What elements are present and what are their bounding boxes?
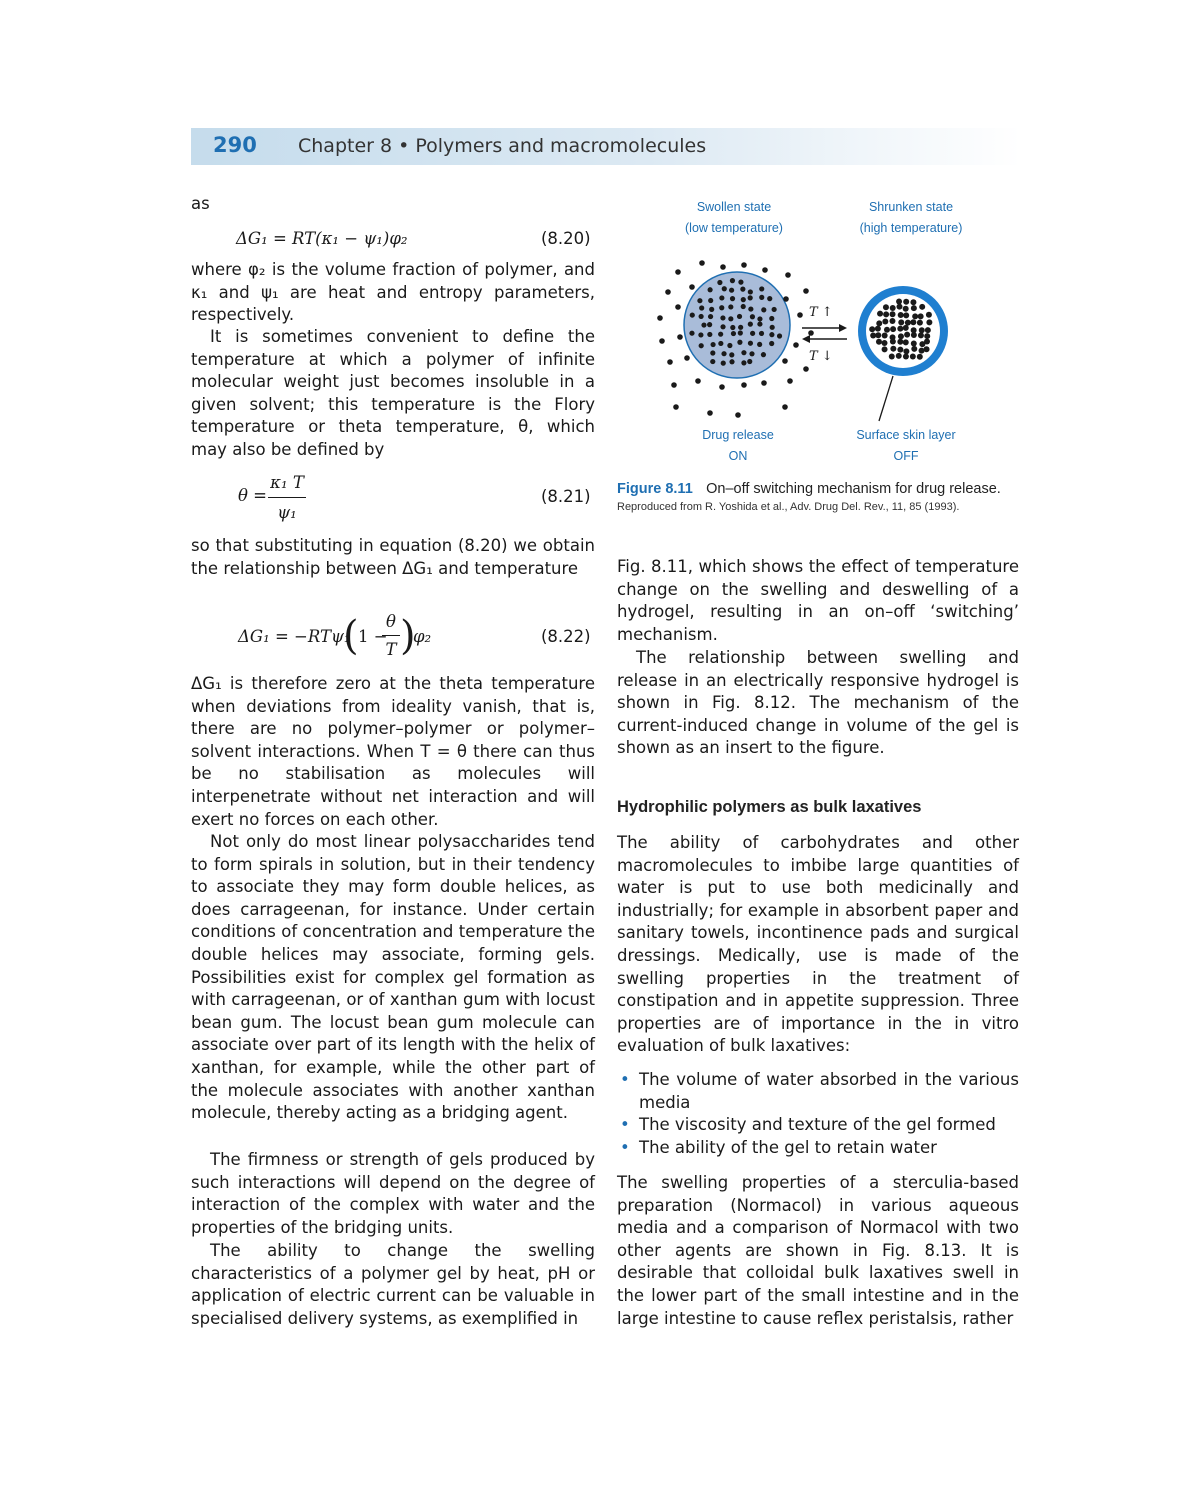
eq-8-21-denominator: ψ₁: [277, 503, 297, 522]
gel-particle: [710, 350, 715, 355]
gel-particle: [707, 322, 712, 327]
paragraph-fig-ref: Fig. 8.11, which shows the effect of temperature change on the swelling and deswelling of a hydrogel, resulting in an on–off ‘switching’ mechanism.: [617, 557, 1019, 644]
gel-particle: [741, 360, 746, 365]
gel-particle: [747, 359, 752, 364]
shrunken-particle: [890, 305, 896, 311]
paragraph-firmness: The firmness or strength of gels produced by such interactions will depend on the degree of interaction of the complex with water and the properties of the bridging units.: [191, 1150, 595, 1237]
gel-particle: [741, 350, 746, 355]
gel-particle: [748, 322, 753, 327]
eq-8-22-fraction-bar: [382, 635, 400, 636]
gel-particle: [741, 297, 746, 302]
shrunken-particle: [917, 320, 923, 326]
released-particle: [673, 404, 679, 410]
gel-particle: [731, 331, 736, 336]
gel-particle: [748, 306, 753, 311]
gel-particle: [708, 298, 713, 303]
eq-8-22-denominator: T: [385, 640, 397, 659]
gel-particle: [728, 316, 733, 321]
shrunken-particle: [882, 340, 888, 346]
paragraph-carbohydrates: The ability of carbohydrates and other macromolecules to imbibe large quantities of water is put to use both medicinally and industrially; for example in absorbent paper and sanitary towels, incontinence pads and surgical dressings. Medically, use is made of the swelling properties in the treatment of constipation and in appetite suppression. Three properties are of importance in the in vitro evaluation of bulk laxatives:: [617, 833, 1019, 1056]
gel-particle: [719, 305, 724, 310]
gel-particle: [707, 332, 712, 337]
shrunken-particle: [896, 298, 902, 304]
shrunken-particle: [889, 354, 895, 360]
released-particle: [787, 378, 793, 384]
gel-particle: [722, 286, 727, 291]
gel-particle: [708, 287, 713, 292]
shrunken-particle: [903, 353, 909, 359]
shrunken-particle: [924, 339, 930, 345]
shrunken-particle: [910, 299, 916, 305]
gel-particle: [701, 322, 706, 327]
list-item: • The viscosity and texture of the gel formed: [617, 1114, 1019, 1137]
shrunken-particle: [912, 313, 918, 319]
released-particle: [761, 380, 767, 386]
gel-particle: [737, 314, 742, 319]
figure-drug-release: Drug release: [702, 428, 774, 442]
paragraph-swelling: The swelling properties of a sterculia-based preparation (Normacol) in various aqueous media and a comparison of Normacol with two other agents are shown in Fig. 8.13. It is desirable that colloidal bulk laxatives swell in the lower part of the small intestine and in the large intestine to cause reflex peristalsis, rather: [617, 1173, 1019, 1328]
released-particle: [719, 384, 725, 390]
shrunken-particle: [869, 326, 875, 332]
released-particle: [665, 289, 671, 295]
shrunken-particle: [882, 319, 888, 325]
figure-shrunken-subtitle: (high temperature): [859, 221, 963, 235]
gel-particle: [721, 351, 726, 356]
figure-diagram: [640, 245, 1020, 430]
skin-layer-pointer: [879, 376, 893, 421]
chapter-title: Chapter 8 • Polymers and macromolecules: [298, 135, 707, 157]
gel-particle: [738, 280, 743, 285]
gel-particle: [750, 331, 755, 336]
as-word: as: [191, 194, 210, 213]
released-particle: [741, 382, 747, 388]
shrunken-particle: [911, 346, 917, 352]
shrunken-particle: [903, 299, 909, 305]
shrunken-particle: [919, 327, 925, 333]
shrunken-particle: [896, 304, 902, 310]
equation-8-20-number: (8.20): [541, 229, 591, 248]
gel-particle: [738, 330, 743, 335]
released-particle: [785, 272, 791, 278]
gel-particle: [730, 296, 735, 301]
shrunken-particle: [911, 305, 917, 311]
released-particle: [675, 269, 681, 275]
swollen-gel-circle: [684, 272, 790, 378]
gel-particle: [759, 286, 764, 291]
gel-particle: [690, 312, 695, 317]
gel-particle: [759, 295, 764, 300]
gel-particle: [729, 359, 734, 364]
equation-8-20: ΔG₁ = RT(κ₁ − ψ₁)φ₂: [236, 229, 408, 248]
gel-particle: [710, 342, 715, 347]
gel-particle: [699, 305, 704, 310]
gel-particle: [730, 278, 735, 283]
shrunken-particle: [918, 332, 924, 338]
figure-caption-credit: Reproduced from R. Yoshida et al., Adv. Drug Del. Rev., 11, 85 (1993).: [617, 501, 960, 513]
shrunken-particle: [884, 327, 890, 333]
shrunken-particle: [882, 333, 888, 339]
gel-particle: [717, 280, 722, 285]
shrunken-particle: [924, 333, 930, 339]
released-particle: [675, 304, 681, 310]
shrunken-particle: [924, 346, 930, 352]
shrunken-particle: [883, 311, 889, 317]
gel-particle: [708, 314, 713, 319]
figure-caption-text: On–off switching mechanism for drug release.: [706, 481, 1001, 497]
gel-particle: [748, 289, 753, 294]
arrow-to-swollen-head: [802, 335, 810, 343]
gel-particle: [728, 304, 733, 309]
shrunken-particle: [926, 312, 932, 318]
gel-particle: [718, 341, 723, 346]
released-particle: [695, 378, 701, 384]
gel-particle: [748, 341, 753, 346]
gel-particle: [719, 295, 724, 300]
shrunken-particle: [882, 346, 888, 352]
shrunken-particle: [903, 306, 909, 312]
shrunken-particle: [890, 311, 896, 317]
released-particle: [803, 288, 809, 294]
shrunken-particle: [896, 353, 902, 359]
released-particle: [797, 312, 803, 318]
gel-particle: [740, 287, 745, 292]
figure-surface-skin: Surface skin layer: [856, 428, 956, 442]
figure-swollen-subtitle: (low temperature): [685, 221, 783, 235]
shrunken-particle: [875, 326, 881, 332]
released-particle: [735, 412, 741, 418]
released-particle: [671, 382, 677, 388]
eq-8-21-fraction-bar: [268, 497, 306, 498]
gel-particle: [721, 361, 726, 366]
released-particle: [762, 267, 768, 273]
gel-particle: [697, 298, 702, 303]
released-particle: [677, 334, 683, 340]
gel-particle: [749, 351, 754, 356]
gel-particle: [750, 314, 755, 319]
paragraph-ability: The ability to change the swelling characteristics of a polymer gel by heat, pH or application of electric current can be valuable in specialised delivery systems, as exemplified in: [191, 1241, 595, 1328]
gel-particle: [769, 316, 774, 321]
paragraph-flory: It is sometimes convenient to define the temperature at which a polymer of infinite molecular weight just becomes insoluble in a given solvent; this temperature is the Flory temperature or theta temperature, θ, which may also be defined by: [191, 327, 595, 459]
shrunken-particle: [876, 320, 882, 326]
paragraph-where: where φ₂ is the volume fraction of polymer, and κ₁ and ψ₁ are heat and entropy parameters, respectively.: [191, 260, 595, 325]
list-item: • The volume of water absorbed in the various media: [617, 1069, 1019, 1114]
shrunken-particle: [903, 348, 909, 354]
released-particle: [667, 359, 673, 365]
gel-particle: [772, 307, 777, 312]
gel-particle: [720, 315, 725, 320]
figure-swollen-title: Swollen state: [696, 200, 772, 214]
released-particle: [699, 260, 705, 266]
shrunken-particle: [911, 341, 917, 347]
arrow-to-shrunken-head: [839, 324, 847, 332]
figure-off: OFF: [893, 449, 919, 463]
gel-particle: [709, 307, 714, 312]
shrunken-particle: [877, 311, 883, 317]
gel-particle: [729, 288, 734, 293]
shrunken-particle: [898, 333, 904, 339]
eq-8-22-numerator: θ: [386, 612, 396, 631]
figure-caption-label: Figure 8.11: [617, 481, 693, 497]
released-particle: [803, 366, 809, 372]
gel-particle: [699, 343, 704, 348]
released-particle: [659, 338, 665, 344]
shrunken-particle: [903, 325, 909, 331]
equation-8-21-number: (8.21): [541, 487, 591, 506]
gel-particle: [738, 325, 743, 330]
page-number: 290: [213, 133, 257, 157]
released-particle: [707, 410, 713, 416]
shrunken-particle: [918, 313, 924, 319]
released-particle: [684, 355, 690, 361]
eq-8-22-lhs: ΔG₁ = −RTψ₁: [238, 627, 351, 646]
shrunken-particle: [889, 318, 895, 324]
shrunken-particle: [897, 347, 903, 353]
shrunken-particle: [890, 339, 896, 345]
gel-particle: [757, 342, 762, 347]
gel-particle: [730, 325, 735, 330]
gel-particle: [767, 296, 772, 301]
shrunken-particle: [875, 332, 881, 338]
section-heading: Hydrophilic polymers as bulk laxatives: [617, 798, 922, 816]
eq-8-21-lhs: θ =: [238, 486, 268, 505]
released-particle: [793, 342, 799, 348]
gel-particle: [757, 316, 762, 321]
released-particle: [782, 404, 788, 410]
gel-particle: [759, 331, 764, 336]
gel-particle: [699, 314, 704, 319]
figure-caption: [617, 480, 1027, 513]
shrunken-particle: [883, 304, 889, 310]
gel-particle: [770, 325, 775, 330]
gel-particle: [698, 332, 703, 337]
eq-8-22-right-paren: ): [400, 613, 416, 659]
gel-particle: [769, 341, 774, 346]
shrunken-particle: [905, 320, 911, 326]
gel-particle: [769, 332, 774, 337]
shrunken-particle: [917, 354, 923, 360]
gel-particle: [720, 324, 725, 329]
shrunken-particle: [919, 304, 925, 310]
shrunken-particle: [898, 312, 904, 318]
shrunken-particle: [890, 346, 896, 352]
gel-particle: [710, 359, 715, 364]
properties-list: [617, 1069, 1019, 1159]
figure-shrunken-title: Shrunken state: [868, 200, 954, 214]
paragraph-so-that: so that substituting in equation (8.20) we obtain the relationship between ΔG₁ and temperature: [191, 536, 595, 578]
shrunken-particle: [897, 326, 903, 332]
gel-particle: [777, 333, 782, 338]
shrunken-particle: [903, 339, 909, 345]
figure-on: ON: [728, 449, 748, 463]
released-particle: [782, 358, 788, 364]
figure-t-down: T ↓: [809, 349, 833, 364]
shrunken-particle: [904, 332, 910, 338]
shrunken-particle: [903, 312, 909, 318]
released-particle: [720, 264, 726, 270]
gel-particle: [741, 304, 746, 309]
equation-8-22-number: (8.22): [541, 627, 591, 646]
shrunken-particle: [876, 339, 882, 345]
shrunken-particle: [926, 319, 932, 325]
shrunken-particle: [910, 319, 916, 325]
released-particle: [808, 330, 814, 336]
shrunken-particle: [898, 319, 904, 325]
eq-8-21-numerator: κ₁ T: [270, 473, 304, 492]
shrunken-particle: [911, 332, 917, 338]
list-item: • The ability of the gel to retain water: [617, 1137, 1019, 1160]
gel-particle: [727, 343, 732, 348]
gel-particle: [689, 331, 694, 336]
released-particle: [657, 315, 663, 321]
gel-particle: [757, 321, 762, 326]
paragraph-delta-g: ΔG₁ is therefore zero at the theta temperature when deviations from ideality vanish, that is, there are no polymer–polymer or polymer–solvent interactions. When T = θ there can thus be no stabilisation as molecules will interpenetrate without net interaction and will exert no forces on each other.: [191, 674, 595, 829]
paragraph-relationship: The relationship between swelling and release in an electrically responsive hydrogel is shown in Fig. 8.12. The mechanism of the current-induced change in volume of the gel is shown as an insert to the figure.: [617, 648, 1019, 758]
shrunken-particle: [925, 327, 931, 333]
figure-t-up: T ↑: [809, 305, 833, 320]
gel-particle: [718, 332, 723, 337]
released-particle: [741, 262, 747, 268]
gel-particle: [729, 352, 734, 357]
shrunken-particle: [890, 326, 896, 332]
paragraph-linear: Not only do most linear polysaccharides tend to form spirals in solution, but in their tendency to associate they may form double helices, as does carrageenan, for instance. Under certain conditions of concentration and temperature the double helices may associate, forming gels. Possibilities exist for complex gel formation as with carrageenan, or of xanthan gum with locust bean gum. The locust bean gum molecule can associate over part of its length with the helix of xanthan, for example, while the other part of the molecule associates with another xanthan molecule, thereby acting as a bridging agent.: [191, 832, 595, 1123]
gel-particle: [761, 307, 766, 312]
gel-particle: [737, 340, 742, 345]
released-particle: [783, 296, 789, 302]
eq-8-22-left-paren: (: [343, 613, 359, 659]
gel-particle: [761, 352, 766, 357]
gel-particle: [748, 295, 753, 300]
eq-8-22-one-minus: 1 −: [358, 627, 388, 646]
eq-8-22-phi: φ₂: [413, 627, 432, 646]
shrunken-particle: [897, 339, 903, 345]
shrunken-particle: [910, 353, 916, 359]
released-particle: [689, 284, 695, 290]
